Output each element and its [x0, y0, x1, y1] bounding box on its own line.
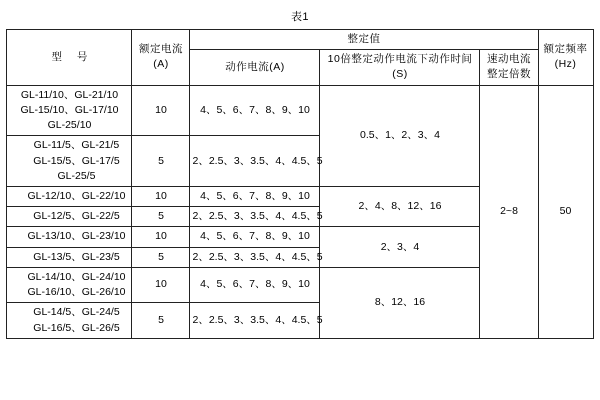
cell-model: [7, 227, 132, 247]
cell-rated-frequency: 50: [538, 85, 593, 338]
table-row: [7, 85, 593, 136]
model-code: GL-12/10、GL-22/10: [27, 189, 126, 202]
cell-operating-current: 4、5、6、7、8、9、10: [190, 85, 320, 136]
cell-rated-current: 10: [132, 85, 190, 136]
model-code: GL-16/5、GL-26/5: [33, 321, 120, 334]
header-setting-group: 整定值: [190, 30, 538, 50]
cell-operating-time: 8、12、16: [320, 267, 480, 338]
cell-operating-current: 2、2.5、3、3.5、4、4.5、5: [190, 303, 320, 338]
cell-model: [7, 267, 132, 302]
model-code: GL-25/5: [57, 169, 96, 182]
cell-operating-current: 2、2.5、3、3.5、4、4.5、5: [190, 207, 320, 227]
model-code: GL-15/5、GL-17/5: [33, 154, 120, 167]
cell-rated-current: 5: [132, 136, 190, 187]
header-quick-multiple: 速动电流整定倍数: [480, 50, 538, 85]
model-code: GL-14/5、GL-24/5: [33, 306, 120, 319]
model-code: GL-13/10、GL-23/10: [27, 230, 126, 243]
cell-operating-current: 2、2.5、3、3.5、4、4.5、5: [190, 136, 320, 187]
model-code: GL-16/10、GL-26/10: [27, 286, 126, 299]
header-operating-time: 10倍整定动作电流下动作时间(S): [320, 50, 480, 85]
model-code: GL-25/10: [47, 119, 92, 132]
cell-operating-time: 2、3、4: [320, 227, 480, 267]
header-model-label: 型 号: [51, 50, 94, 63]
table-body: [7, 85, 593, 338]
cell-model: [7, 303, 132, 338]
cell-operating-current: 4、5、6、7、8、9、10: [190, 267, 320, 302]
cell-operating-current: 4、5、6、7、8、9、10: [190, 186, 320, 206]
cell-model: [7, 136, 132, 187]
header-operating-current: 动作电流(A): [190, 50, 320, 85]
cell-rated-current: 10: [132, 267, 190, 302]
cell-operating-current: 4、5、6、7、8、9、10: [190, 227, 320, 247]
model-code: GL-13/5、GL-23/5: [33, 250, 120, 263]
header-model: [7, 30, 132, 86]
cell-rated-current: 5: [132, 247, 190, 267]
cell-model: [7, 186, 132, 206]
cell-operating-current: 2、2.5、3、3.5、4、4.5、5: [190, 247, 320, 267]
table-header-row-1: [7, 30, 593, 50]
cell-model: [7, 85, 132, 136]
model-code: GL-11/10、GL-21/10: [20, 88, 119, 101]
cell-rated-current: 5: [132, 207, 190, 227]
cell-rated-current: 5: [132, 303, 190, 338]
model-code: GL-15/10、GL-17/10: [20, 103, 119, 116]
cell-operating-time: 0.5、1、2、3、4: [320, 85, 480, 186]
cell-quick-multiple: 2~8: [480, 85, 538, 338]
header-rated-frequency: 额定频率(Hz): [538, 30, 593, 86]
cell-operating-time: 2、4、8、12、16: [320, 186, 480, 226]
cell-rated-current: 10: [132, 186, 190, 206]
model-code: GL-12/5、GL-22/5: [33, 210, 120, 223]
model-code: GL-14/10、GL-24/10: [27, 270, 126, 283]
table-caption: 表1: [290, 11, 310, 23]
cell-model: [7, 247, 132, 267]
specification-table: [6, 29, 593, 339]
cell-model: [7, 207, 132, 227]
header-rated-current: 额定电流(A): [132, 30, 190, 86]
cell-rated-current: 10: [132, 227, 190, 247]
model-code: GL-11/5、GL-21/5: [33, 139, 120, 152]
